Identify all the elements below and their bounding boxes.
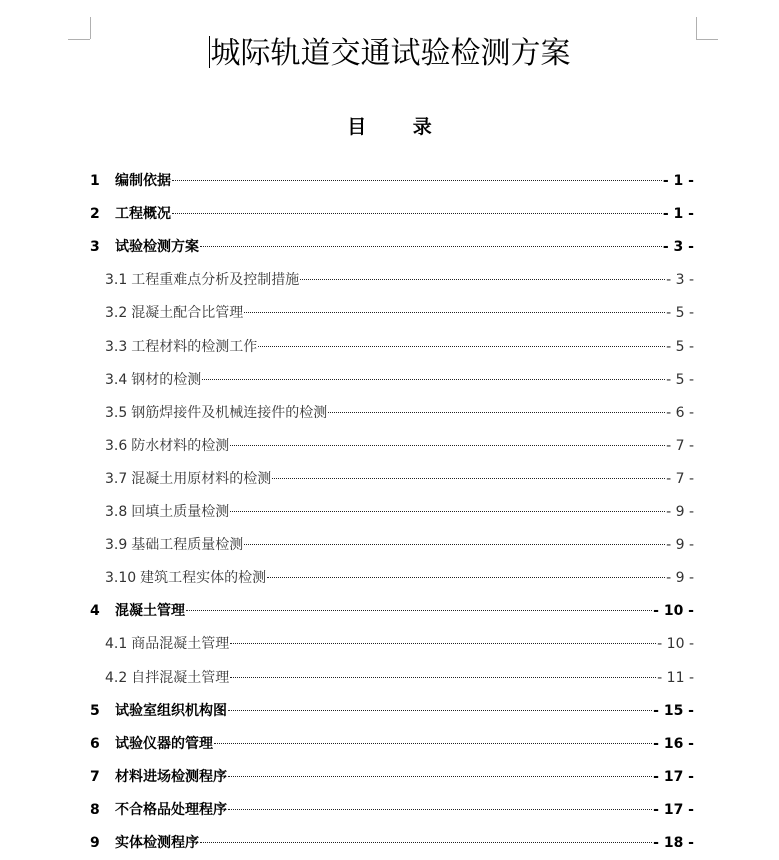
toc-entry-number: 3.10 xyxy=(105,570,137,587)
toc-entry-number: 3 xyxy=(90,239,100,256)
toc-entry[interactable] xyxy=(105,496,694,529)
toc-entry-number: 1 xyxy=(90,173,100,189)
toc-entry[interactable] xyxy=(105,430,694,463)
toc-entry-number: 3.1 xyxy=(105,272,128,289)
toc-entry-page: - 11 - xyxy=(657,669,694,686)
toc-dot-leader xyxy=(267,577,665,578)
toc-dot-leader xyxy=(230,445,665,446)
toc-dot-leader xyxy=(244,544,665,545)
toc-entry-page: - 15 - xyxy=(653,702,694,719)
toc-entry-page: - 9 - xyxy=(666,570,694,587)
toc-entry-page: - 3 - xyxy=(666,272,694,289)
toc-entry[interactable] xyxy=(105,562,694,595)
toc-entry-label: 混凝土用原材料的检测 xyxy=(131,470,272,487)
toc-entry[interactable] xyxy=(90,827,694,860)
toc-entry[interactable] xyxy=(105,364,694,397)
toc-entry-label: 自拌混凝土管理 xyxy=(131,669,230,686)
toc-dot-leader xyxy=(328,412,665,413)
toc-dot-leader xyxy=(230,643,656,644)
toc-entry[interactable] xyxy=(105,463,694,496)
toc-entry-label: 工程概况 xyxy=(115,206,171,223)
toc-entry-number: 3.5 xyxy=(105,404,128,421)
toc-dot-leader xyxy=(172,180,662,181)
toc-entry[interactable] xyxy=(90,728,694,761)
document-title-text: 城际轨道交通试验检测方案 xyxy=(210,36,571,71)
toc-entry-label: 混凝土配合比管理 xyxy=(131,305,244,322)
toc-entry-label: 试验检测方案 xyxy=(115,239,199,256)
toc-entry-page: - 7 - xyxy=(666,437,694,454)
text-cursor xyxy=(209,36,210,68)
toc-entry[interactable] xyxy=(90,794,694,827)
toc-entry[interactable] xyxy=(90,761,694,794)
toc-dot-leader xyxy=(186,610,652,611)
toc-entry-number: 4.2 xyxy=(105,669,128,686)
toc-entry[interactable] xyxy=(90,198,694,231)
toc-entry[interactable] xyxy=(105,628,694,661)
toc-entry-number: 3.9 xyxy=(105,537,128,554)
toc-entry-page: - 9 - xyxy=(666,537,694,554)
toc-entry-label: 材料进场检测程序 xyxy=(115,768,227,785)
toc-entry-number: 4.1 xyxy=(105,636,128,653)
toc-entry-page: - 17 - xyxy=(653,801,694,818)
toc-entry[interactable] xyxy=(105,331,694,364)
toc-entry[interactable] xyxy=(105,662,694,695)
toc-entry[interactable] xyxy=(90,695,694,728)
toc-dot-leader xyxy=(172,213,662,214)
toc-entry-label: 实体检测程序 xyxy=(115,835,199,851)
toc-dot-leader xyxy=(244,312,665,313)
toc-dot-leader xyxy=(228,710,652,711)
toc-entry[interactable] xyxy=(105,297,694,330)
toc-entry-number: 9 xyxy=(90,835,100,851)
toc-entry-label: 试验仪器的管理 xyxy=(115,735,213,752)
toc-entry-number: 3.8 xyxy=(105,504,128,520)
toc-entry-page: - 5 - xyxy=(666,305,694,322)
toc-dot-leader xyxy=(228,809,652,810)
toc-dot-leader xyxy=(228,776,652,777)
toc-entry-number: 7 xyxy=(90,768,100,785)
toc-dot-leader xyxy=(230,677,656,678)
toc-entry-number: 3.6 xyxy=(105,437,128,454)
toc-entry-number: 5 xyxy=(90,702,100,719)
toc-dot-leader xyxy=(258,346,665,347)
toc-entry-page: - 10 - xyxy=(657,636,694,653)
toc-entry-page: - 5 - xyxy=(666,338,694,355)
toc-entry-page: - 1 - xyxy=(662,173,694,189)
toc-entry-number: 3.3 xyxy=(105,338,128,355)
toc-entry[interactable] xyxy=(90,595,694,628)
toc-entry-page: - 7 - xyxy=(666,470,694,487)
toc-entry-page: - 17 - xyxy=(653,768,694,785)
toc-entry-label: 试验室组织机构图 xyxy=(115,702,227,719)
toc-entry-page: - 16 - xyxy=(653,735,694,752)
toc-entry-page: - 10 - xyxy=(653,603,694,620)
toc-entry-number: 3.2 xyxy=(105,305,128,322)
toc-entry-number: 2 xyxy=(90,206,100,223)
toc-entry-page: - 18 - xyxy=(653,835,694,851)
toc-entry-label: 编制依据 xyxy=(115,173,171,189)
toc-entry-label: 基础工程质量检测 xyxy=(131,537,244,554)
toc-dot-leader xyxy=(272,478,665,479)
toc-entry[interactable] xyxy=(90,165,694,198)
toc-entry-label: 防水材料的检测 xyxy=(131,437,230,454)
toc-entry-label: 商品混凝土管理 xyxy=(131,636,230,653)
toc-entry[interactable] xyxy=(90,231,694,264)
toc-dot-leader xyxy=(300,279,665,280)
toc-entry[interactable] xyxy=(105,397,694,430)
toc-entry-label: 钢材的检测 xyxy=(131,371,202,388)
toc-dot-leader xyxy=(200,842,652,843)
toc-entry-number: 6 xyxy=(90,735,100,752)
toc-entry-number: 8 xyxy=(90,801,100,818)
toc-entry-page: - 6 - xyxy=(666,404,694,421)
toc-entry-label: 回填土质量检测 xyxy=(131,504,230,520)
toc-entry-label: 建筑工程实体的检测 xyxy=(140,570,267,587)
toc-heading: 目 录 xyxy=(347,116,452,138)
toc-entry[interactable] xyxy=(105,264,694,297)
toc-dot-leader xyxy=(200,246,662,247)
toc-entry-label: 工程材料的检测工作 xyxy=(131,338,258,355)
toc-entry-number: 4 xyxy=(90,603,100,620)
toc-entry[interactable] xyxy=(105,529,694,562)
toc-entry-label: 工程重难点分析及控制措施 xyxy=(131,272,300,289)
toc-entry-label: 不合格品处理程序 xyxy=(115,801,227,818)
toc-entry-page: - 1 - xyxy=(662,206,694,223)
toc-dot-leader xyxy=(214,743,652,744)
toc-entry-label: 钢筋焊接件及机械连接件的检测 xyxy=(131,404,328,421)
toc-entry-number: 3.7 xyxy=(105,470,128,487)
toc-dot-leader xyxy=(202,379,665,380)
document-title[interactable] xyxy=(0,34,779,74)
toc-entry-page: - 5 - xyxy=(666,371,694,388)
toc-dot-leader xyxy=(230,511,665,512)
toc-entry-number: 3.4 xyxy=(105,371,128,388)
toc-entry-page: - 9 - xyxy=(666,504,694,520)
toc-entry-page: - 3 - xyxy=(662,239,694,256)
toc-entry-label: 混凝土管理 xyxy=(115,603,185,620)
